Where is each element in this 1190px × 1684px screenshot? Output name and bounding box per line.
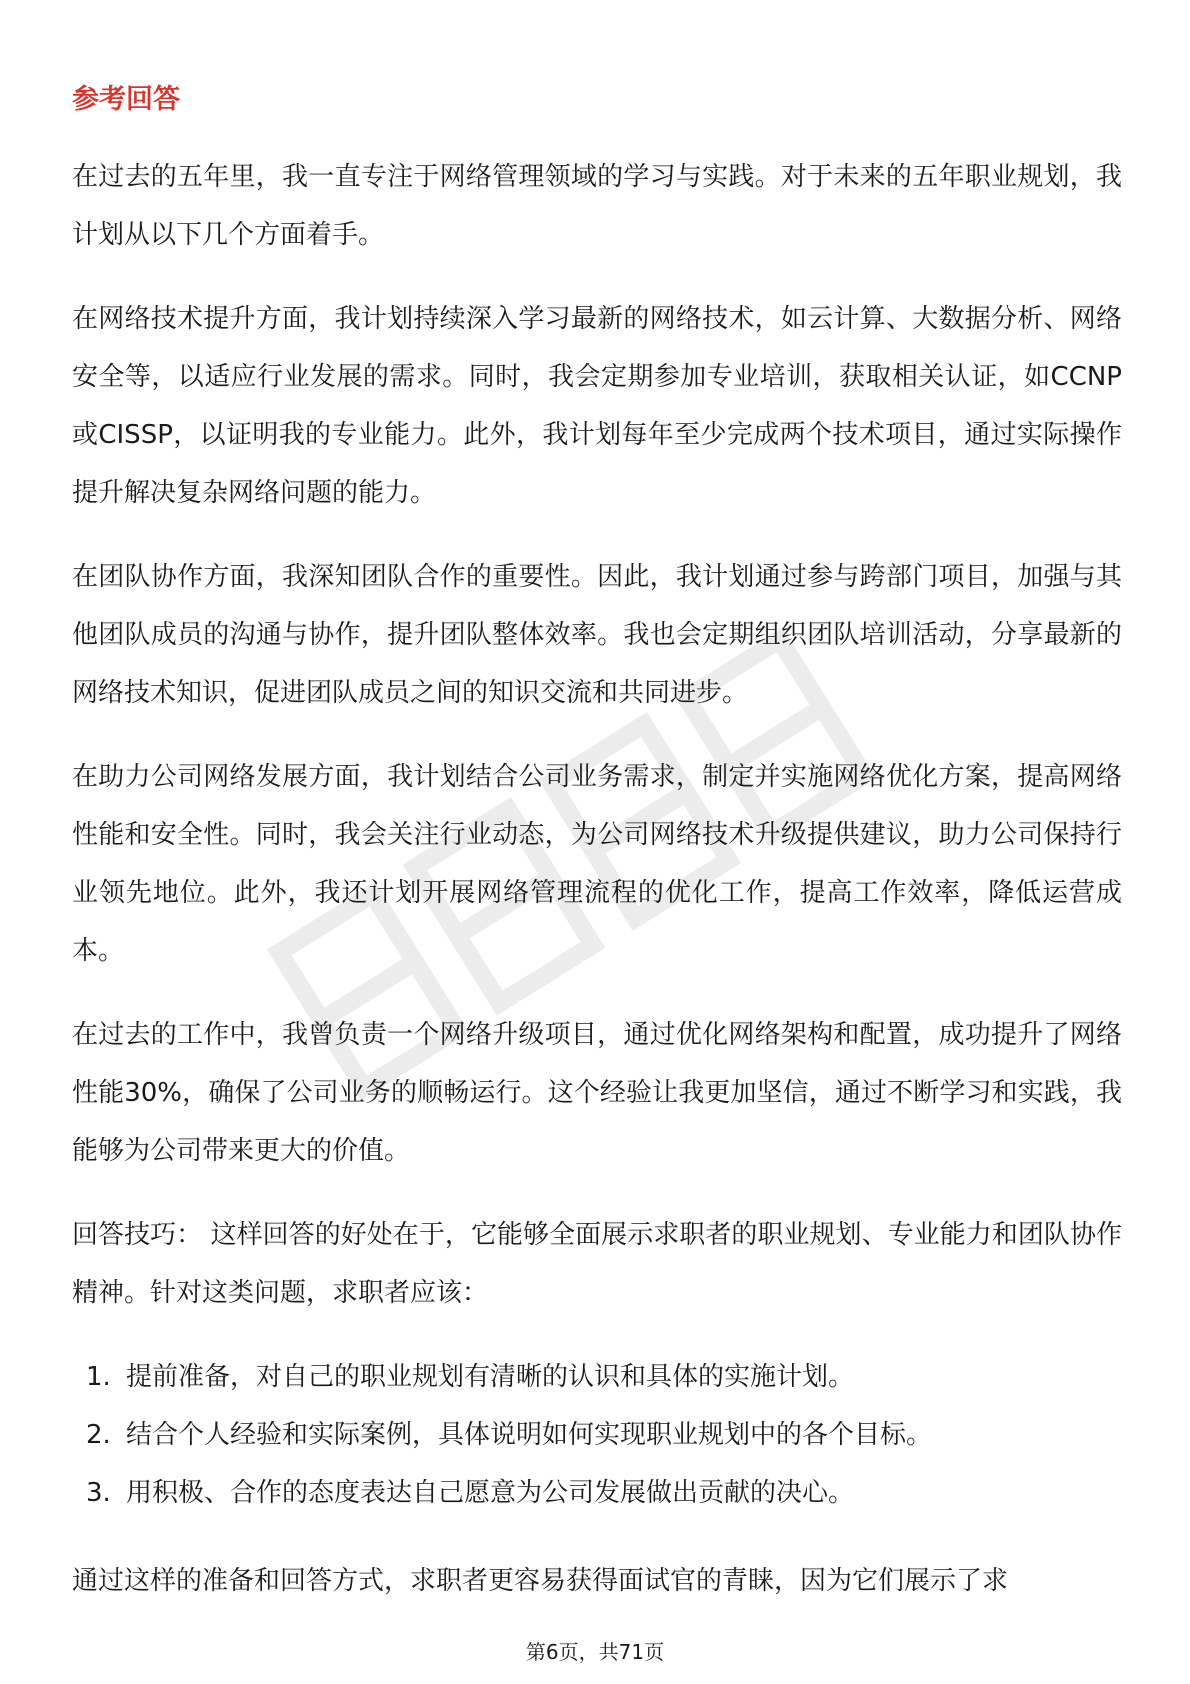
paragraph: 在过去的工作中，我曾负责一个网络升级项目，通过优化网络架构和配置，成功提升了网络性能30%，确保了公司业务的顺畅运行。这个经验让我更加坚信，通过不断学习和实践，我能够为公司带来更大的价值。 (72, 1020, 1122, 1166)
section-heading: 参考回答 (72, 84, 180, 115)
paragraph: 在网络技术提升方面，我计划持续深入学习最新的网络技术，如云计算、大数据分析、网络安全等，以适应行业发展的需求。同时，我会定期参加专业培训，获取相关认证，如CCNP或CISSP，以证明我的专业能力。此外，我计划每年至少完成两个技术项目，通过实际操作提升解决复杂网络问题的能力。 (72, 304, 1122, 508)
paragraph: 在过去的五年里，我一直专注于网络管理领域的学习与实践。对于未来的五年职业规划，我计划从以下几个方面着手。 (72, 162, 1122, 250)
list-item (72, 1464, 1122, 1522)
paragraph: 回答技巧： 这样回答的好处在于，它能够全面展示求职者的职业规划、专业能力和团队协作精神。针对这类问题，求职者应该： (72, 1220, 1122, 1308)
page-footer: 第6页，共71页 (525, 1640, 665, 1664)
closing-paragraph: 通过这样的准备和回答方式，求职者更容易获得面试官的青睐，因为它们展示了求 (72, 1566, 1009, 1596)
paragraph: 在助力公司网络发展方面，我计划结合公司业务需求，制定并实施网络优化方案，提高网络性能和安全性。同时，我会关注行业动态，为公司网络技术升级提供建议，助力公司保持行业领先地位。此外，我还计划开展网络管理流程的优化工作，提高工作效率，降低运营成本。 (72, 762, 1122, 966)
paragraph: 在团队协作方面，我深知团队合作的重要性。因此，我计划通过参与跨部门项目，加强与其他团队成员的沟通与协作，提升团队整体效率。我也会定期组织团队培训活动，分享最新的网络技术知识，促进团队成员之间的知识交流和共同进步。 (72, 562, 1122, 708)
list-item-text: 用积极、合作的态度表达自己愿意为公司发展做出贡献的决心。 (126, 1478, 855, 1508)
tips-list (72, 1348, 1122, 1522)
list-item (72, 1406, 1122, 1464)
document-page (72, 78, 1122, 1636)
list-item-text: 结合个人经验和实际案例，具体说明如何实现职业规划中的各个目标。 (126, 1420, 933, 1450)
list-number: 1. (86, 1362, 111, 1392)
list-number: 3. (86, 1478, 111, 1508)
list-number: 2. (86, 1420, 111, 1450)
list-item-text: 提前准备，对自己的职业规划有清晰的认识和具体的实施计划。 (126, 1362, 855, 1392)
list-item (72, 1348, 1122, 1406)
